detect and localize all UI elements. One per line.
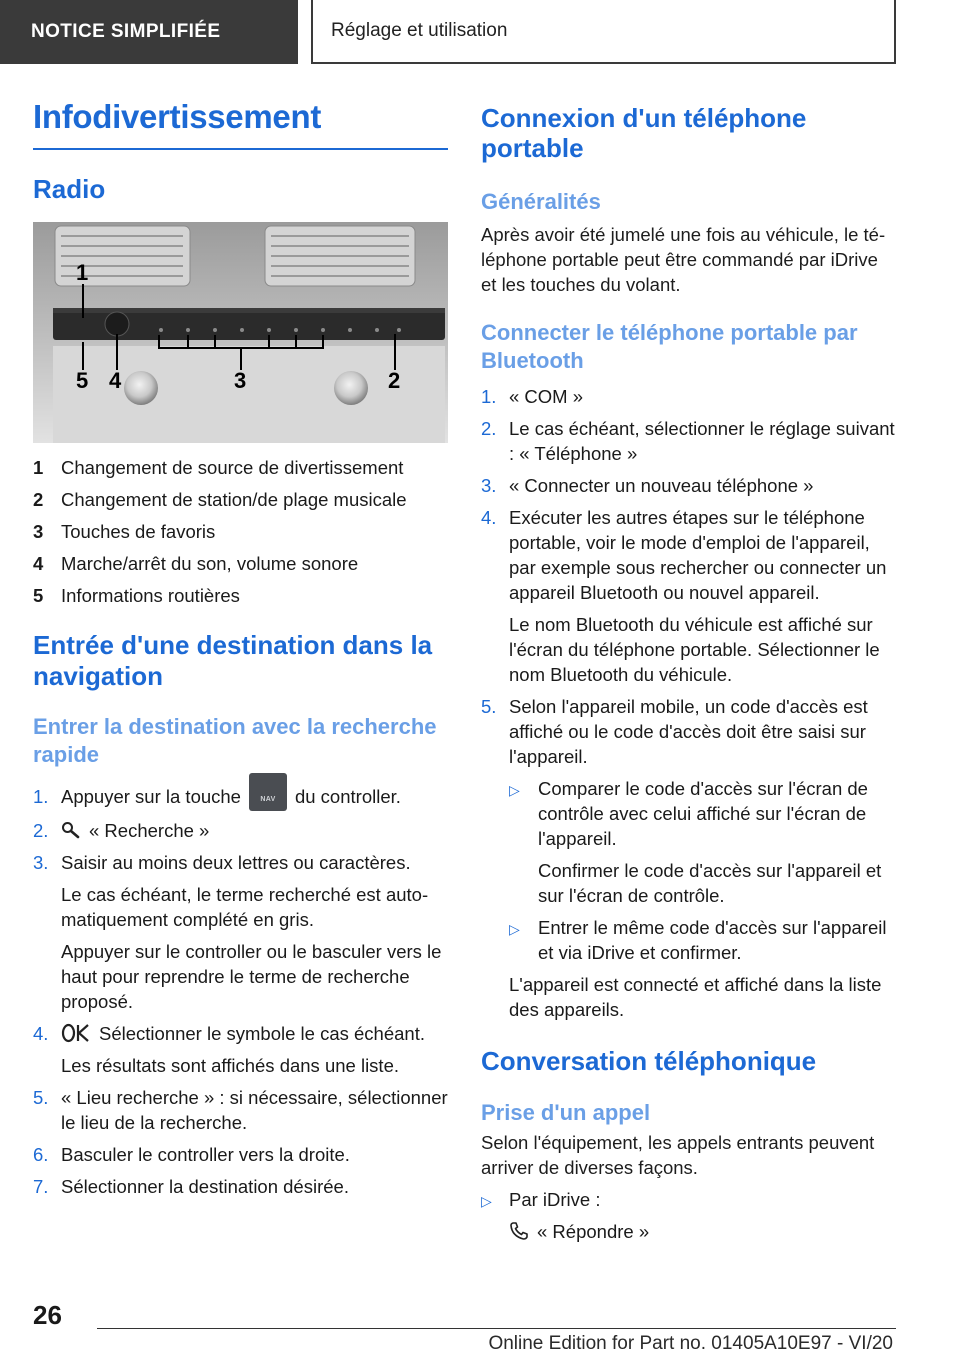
general-text: Après avoir été jumelé une fois au véhicule, le téléphone portable peut être commandé par iDrive et les touches du volant.: [481, 224, 886, 296]
radio-panel-illustration: [33, 222, 448, 443]
bluetooth-heading: Connecter le téléphone portable par Bluetooth: [481, 320, 858, 373]
call-heading: Conversation téléphonique: [481, 1046, 817, 1077]
list-item: 7. Sélectionner la destination désirée.: [33, 1176, 349, 1198]
legend-item: 3 Touches de favoris: [33, 521, 216, 543]
triangle-bullet-icon: ▷: [509, 921, 520, 938]
page-number: 26: [33, 1300, 62, 1330]
right-column: [481, 103, 896, 1251]
ok-icon: [61, 1023, 91, 1043]
legend-item: 5 Informations routières: [33, 585, 240, 607]
list-item: 1. « COM »: [481, 386, 584, 408]
footer-edition: Online Edition for Part no. 01405A10E97 - VI/20: [488, 1333, 893, 1354]
triangle-bullet-icon: ▷: [509, 782, 520, 799]
title-rule: [33, 148, 448, 150]
nav-subheading: Entrer la destination avec la recherche rapide: [33, 714, 437, 767]
bluetooth-steps: [481, 384, 896, 1022]
nav-key-icon: NAV: [249, 773, 287, 811]
photo-label-5: 5: [76, 368, 89, 394]
photo-label-2: 2: [388, 368, 401, 394]
list-item: 3. Saisir au moins deux lettres ou caractères. Le cas échéant, le terme recherché est automatiquement complété en gris. Appuyer sur le controller ou le basculer vers le haut pour reprendre le terme de recherche proposé.: [33, 852, 442, 1013]
list-item: 3. « Connecter un nouveau téléphone »: [481, 475, 814, 497]
header-chapter-tab: [311, 0, 896, 64]
list-item: 5. Selon l'appareil mobile, un code d'accès est affiché ou le code d'accès doit être saisi sur l'appareil. ▷ Comparer le code d'accès sur l'écran de contrôle avec celui affiché sur l'écran de l'appareil. Confirmer le code d'accès sur l'appareil et sur l'écran de contrôle. ▷ Entrer le même code d'accès sur l'appareil et via iDrive et confirmer. L'appareil est connecté et affiché dans la liste des appareils.: [481, 694, 896, 1022]
list-item: 5. « Lieu recherche » : si nécessaire, sélectionner le lieu de la recherche.: [33, 1087, 448, 1134]
list-item: 1. Appuyer sur la touche NAV du controller.: [33, 784, 448, 811]
page-title: Infodivertissement: [33, 98, 322, 135]
radio-legend: [33, 455, 448, 608]
search-icon: [61, 821, 81, 839]
general-heading: Généralités: [481, 188, 601, 214]
list-item: 6. Basculer le controller vers la droite.: [33, 1144, 350, 1166]
legend-item: 4 Marche/arrêt du son, volume sonore: [33, 553, 359, 575]
list-item: 2. Le cas échéant, sélectionner le réglage suivant : « Téléphone »: [481, 418, 895, 465]
photo-label-1: 1: [76, 260, 89, 286]
left-column: [33, 98, 448, 1206]
nav-heading: Entrée d'une destination dans la navigation: [33, 630, 433, 691]
bullet-item: ▷ Par iDrive : « Répondre »: [481, 1189, 650, 1243]
photo-label-3: 3: [234, 368, 247, 394]
nav-steps: [33, 784, 448, 1199]
phone-heading: Connexion d'un téléphone portable: [481, 103, 807, 164]
bullet-item: ▷ Comparer le code d'accès sur l'écran de contrôle avec celui affiché sur l'écran de l'appareil. Confirmer le code d'accès sur l'appareil et sur l'écran de contrôle.: [509, 778, 882, 907]
bullet-item: ▷ Entrer le même code d'accès sur l'appareil et via iDrive et confirmer.: [509, 917, 887, 964]
header-chapter-label: Réglage et utilisation: [331, 20, 508, 41]
header-section-label: NOTICE SIMPLIFIÉE: [31, 21, 221, 42]
radio-heading: Radio: [33, 173, 106, 204]
call-subheading: Prise d'un appel: [481, 1099, 651, 1125]
phone-icon: [509, 1221, 529, 1241]
call-text: Selon l'équipement, les appels entrants peuvent arriver de diverses façons.: [481, 1132, 875, 1179]
photo-label-4: 4: [109, 368, 122, 394]
header-section-tab: [0, 0, 298, 64]
list-item: 4. Sélectionner le symbole le cas échéant. Les résultats sont affichés dans une liste.: [33, 1023, 425, 1077]
list-item: 4. Exécuter les autres étapes sur le téléphone portable, voir le mode d'emploi de l'appareil, par exemple sous rechercher ou connecter un appareil Bluetooth ou nouvel appareil. Le nom Bluetooth du véhicule est affiché sur l'écran du téléphone portable. Sélectionner le nom Bluetooth du véhicule.: [481, 507, 887, 686]
legend-item: 1 Changement de source de divertissement: [33, 457, 404, 479]
legend-item: 2 Changement de station/de plage musicale: [33, 489, 407, 511]
list-item: 2. « Recherche »: [33, 820, 210, 842]
triangle-bullet-icon: ▷: [481, 1193, 492, 1210]
radio-panel-photo: [33, 222, 448, 443]
footer-rule: [97, 1328, 896, 1329]
